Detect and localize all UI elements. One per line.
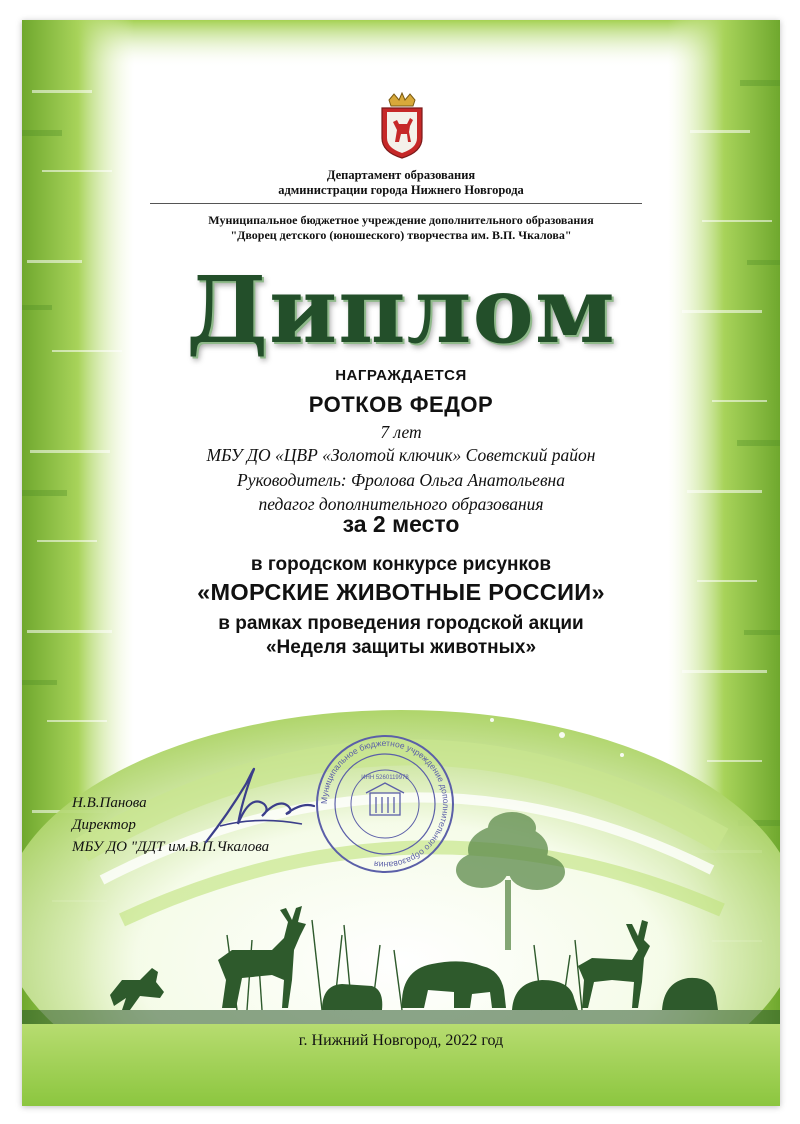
contest-line1: в городском конкурсе рисунков — [250, 554, 552, 575]
department-line1: Департамент образования — [326, 168, 476, 182]
contest-name: «МОРСКИЕ ЖИВОТНЫЕ РОССИИ» — [197, 579, 605, 605]
award-place: за 2 место — [342, 511, 460, 537]
signature — [198, 754, 318, 850]
organization-line2: "Дворец детского (юношеского) творчества им. В.П. Чкалова" — [230, 228, 572, 242]
organization-line1: Муниципальное бюджетное учреждение дополнительного образования — [208, 213, 594, 227]
diploma-sheet — [22, 20, 780, 1106]
seal-outer-text: Муниципальное бюджетное учреждение дополнительного образования — [318, 737, 452, 871]
department-block — [22, 168, 780, 198]
recipient-age: 7 лет — [380, 422, 422, 442]
coat-of-arms-icon — [377, 92, 427, 160]
svg-text:Муниципальное бюджетное учрежд — [319, 738, 451, 870]
signatory-role: Директор — [72, 817, 136, 833]
awarded-label: НАГРАЖДАЕТСЯ — [335, 367, 467, 384]
diploma-title: Диплом — [186, 256, 616, 364]
seal-inn: ИНН 5260119978 — [361, 775, 409, 781]
organization-block — [22, 213, 780, 243]
leader-name: Руководитель: Фролова Ольга Анатольевна — [237, 470, 565, 490]
header-divider — [150, 203, 642, 204]
recipient-school: МБУ ДО «ЦВР «Золотой ключик» Советский район — [206, 445, 596, 465]
contest-line3: в рамках проведения городской акции — [218, 613, 584, 634]
official-seal — [314, 733, 456, 875]
department-line2: администрации города Нижнего Новгорода — [278, 183, 524, 197]
leader-position: педагог дополнительного образования — [258, 494, 544, 514]
city-year: г. Нижний Новгород, 2022 год — [298, 1032, 504, 1049]
campaign-name: «Неделя защиты животных» — [265, 637, 537, 658]
recipient-name: РОТКОВ ФЕДОР — [308, 392, 494, 417]
signatory-organization: МБУ ДО "ДДТ им.В.П.Чкалова — [72, 839, 270, 855]
signatory-name: Н.В.Панова — [72, 795, 147, 811]
